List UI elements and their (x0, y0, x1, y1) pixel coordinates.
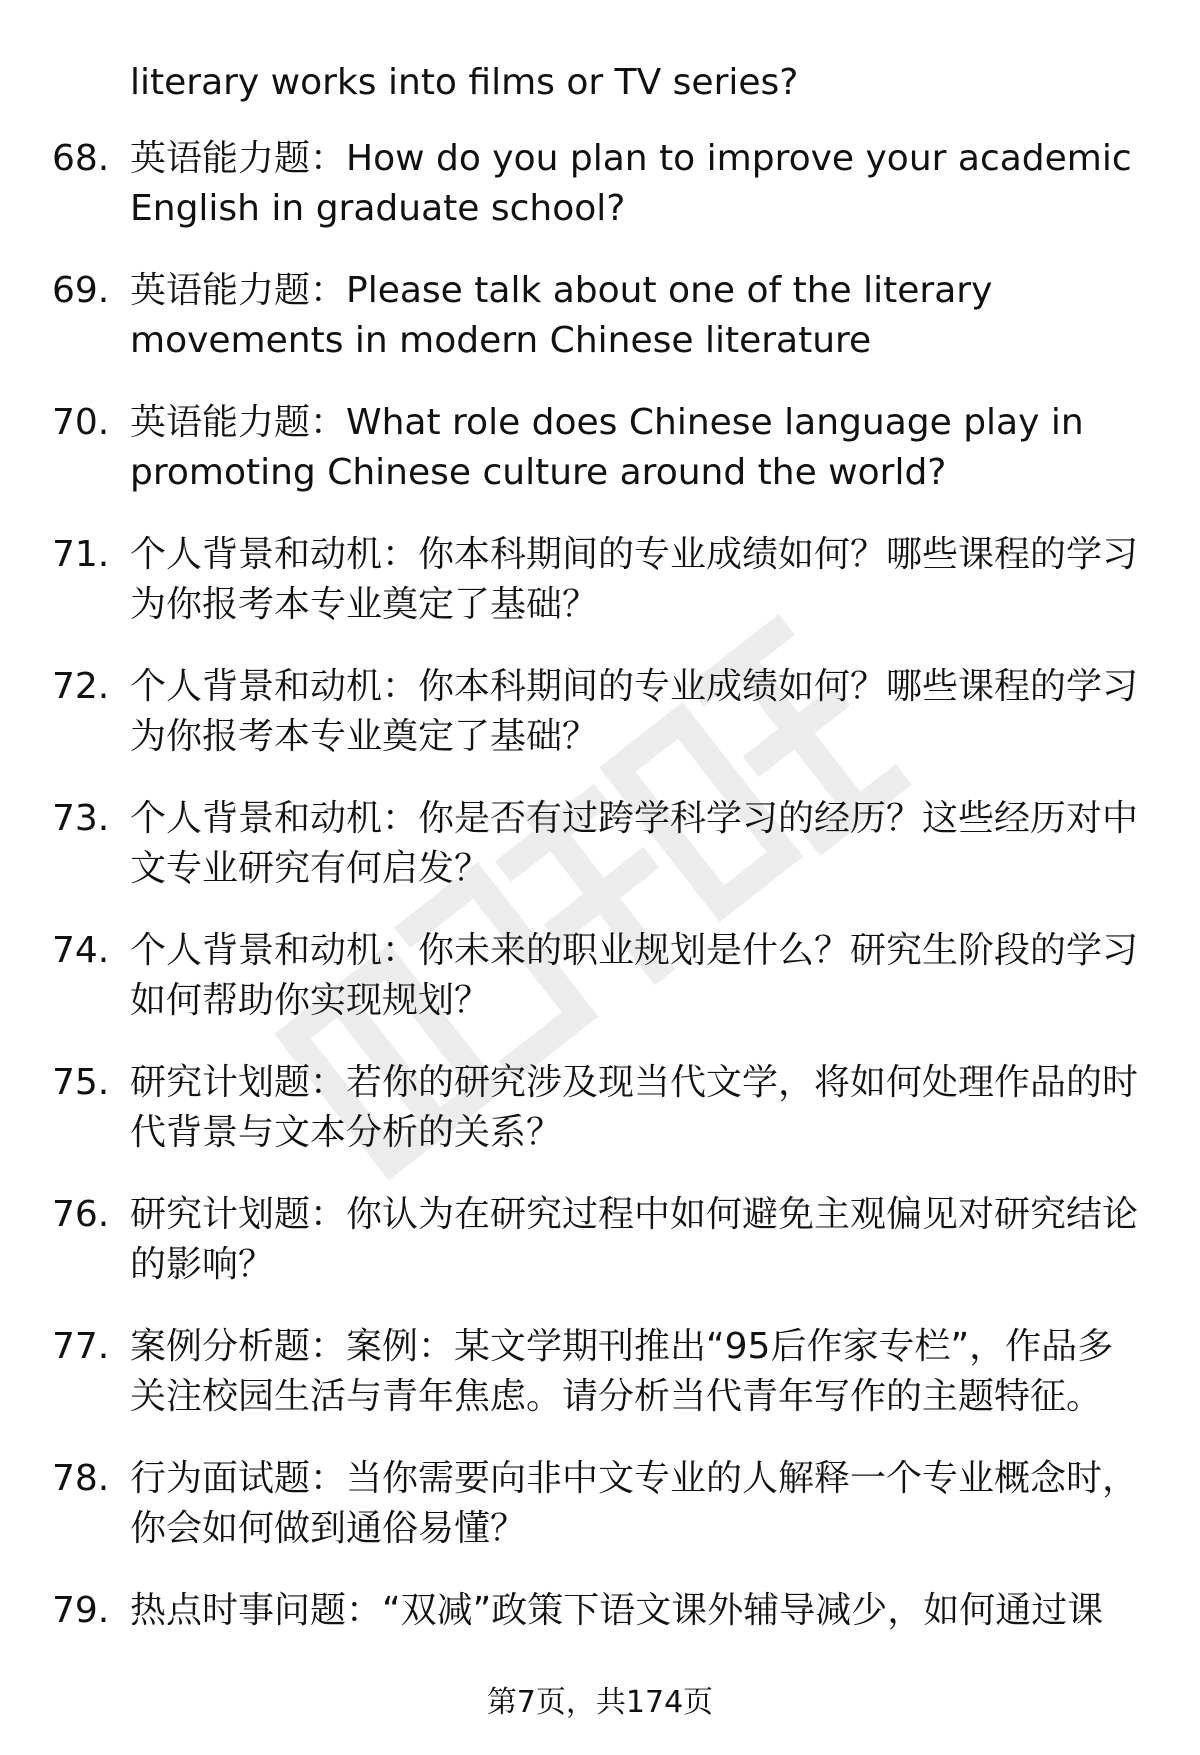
question-item-77 (0, 1322, 1200, 1454)
question-text: 个人背景和动机：你本科期间的专业成绩如何？哪些课程的学习 为你报考本专业奠定了基础？ (130, 666, 1139, 757)
question-item-78 (0, 1454, 1200, 1586)
question-item-72 (0, 662, 1200, 794)
question-number: 78. (52, 1458, 110, 1499)
question-item-70 (0, 398, 1200, 530)
continued-question-text: literary works into films or TV series? (130, 62, 799, 103)
question-item-73 (0, 794, 1200, 926)
question-number: 73. (52, 798, 110, 839)
question-item-76 (0, 1190, 1200, 1322)
question-number: 68. (52, 138, 110, 179)
question-text: 英语能力题：Please talk about one of the literary movements in modern Chinese literature (130, 270, 993, 361)
question-text: 英语能力题：How do you plan to improve your academic English in graduate school? (130, 138, 1132, 229)
question-item-75 (0, 1058, 1200, 1190)
question-number: 70. (52, 402, 110, 443)
question-text: 研究计划题：若你的研究涉及现当代文学，将如何处理作品的时 代背景与文本分析的关系？ (130, 1062, 1139, 1153)
question-text: 个人背景和动机：你本科期间的专业成绩如何？哪些课程的学习 为你报考本专业奠定了基础？ (130, 534, 1139, 625)
question-number: 74. (52, 930, 110, 971)
question-item-69 (0, 266, 1200, 398)
question-item-68 (0, 134, 1200, 266)
question-item-71 (0, 530, 1200, 662)
question-text: 个人背景和动机：你是否有过跨学科学习的经历？这些经历对中 文专业研究有何启发？ (130, 798, 1139, 889)
question-number: 71. (52, 534, 110, 575)
question-text: 热点时事问题：“双减”政策下语文课外辅导减少，如何通过课 (130, 1590, 1104, 1631)
question-text: 案例分析题：案例：某文学期刊推出“95后作家专栏”，作品多 关注校园生活与青年焦虑。请分析当代青年写作的主题特征。 (130, 1326, 1114, 1417)
question-text: 行为面试题：当你需要向非中文专业的人解释一个专业概念时， 你会如何做到通俗易懂？ (130, 1458, 1139, 1549)
question-number: 75. (52, 1062, 110, 1103)
question-text: 个人背景和动机：你未来的职业规划是什么？研究生阶段的学习 如何帮助你实现规划？ (130, 930, 1139, 1021)
question-text: 英语能力题：What role does Chinese language play in promoting Chinese culture around the world? (130, 402, 1084, 493)
question-number: 72. (52, 666, 110, 707)
question-number: 76. (52, 1194, 110, 1235)
question-list (0, 134, 1200, 1718)
page-number-footer: 第7页，共174页 (486, 1685, 714, 1720)
question-text: 研究计划题：你认为在研究过程中如何避免主观偏见对研究结论 的影响？ (130, 1194, 1139, 1285)
question-number: 69. (52, 270, 110, 311)
question-number: 77. (52, 1326, 110, 1367)
question-item-74 (0, 926, 1200, 1058)
question-number: 79. (52, 1590, 110, 1631)
